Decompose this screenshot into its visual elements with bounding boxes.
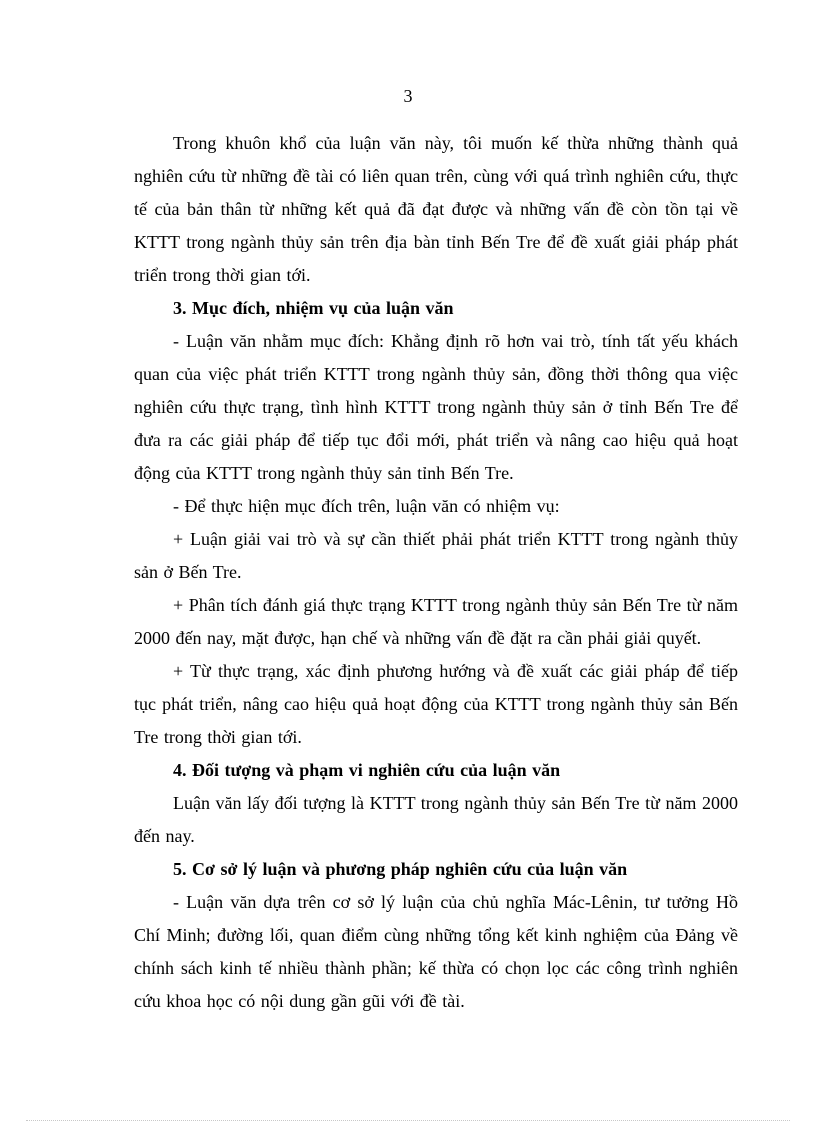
paragraph-theoretical-basis: - Luận văn dựa trên cơ sở lý luận của chủ nghĩa Mác-Lênin, tư tưởng Hồ Chí Minh; đường lối, quan điểm cùng những tổng kết kinh nghiệm của Đảng về chính sách kinh tế nhiều thành phần; kế thừa có chọn lọc các công trình nghiên cứu khoa học có nội dung gần gũi với đề tài.	[134, 892, 738, 1011]
paragraph-task-3: + Từ thực trạng, xác định phương hướng và đề xuất các giải pháp để tiếp tục phát triển, nâng cao hiệu quả hoạt động của KTTT trong ngành thủy sản Bến Tre trong thời gian tới.	[134, 661, 738, 747]
paragraph-intro-continuation: Trong khuôn khổ của luận văn này, tôi muốn kế thừa những thành quả nghiên cứu từ những đề tài có liên quan trên, cùng với quá trình nghiên cứu, thực tế của bản thân từ những kết quả đã đạt được và những vấn đề còn tồn tại về KTTT trong ngành thủy sản trên địa bàn tỉnh Bến Tre để đề xuất giải pháp phát triển trong thời gian tới.	[134, 133, 738, 285]
paragraph-task-1: + Luận giải vai trò và sự cần thiết phải phát triển KTTT trong ngành thủy sản ở Bến Tre.	[134, 529, 738, 582]
paragraph-object-scope: Luận văn lấy đối tượng là KTTT trong ngành thủy sản Bến Tre từ năm 2000 đến nay.	[134, 793, 738, 846]
section-heading-5: 5. Cơ sở lý luận và phương pháp nghiên cứu của luận văn	[173, 859, 628, 879]
page-number: 3	[403, 86, 413, 106]
document-body	[134, 127, 738, 1018]
paragraph-purpose: - Luận văn nhằm mục đích: Khẳng định rõ hơn vai trò, tính tất yếu khách quan của việc phát triển KTTT trong ngành thủy sản, đồng thời thông qua việc nghiên cứu thực trạng, tình hình KTTT trong ngành thủy sản ở tỉnh Bến Tre để đưa ra các giải pháp để tiếp tục đổi mới, phát triển và nâng cao hiệu quả hoạt động của KTTT trong ngành thủy sản tỉnh Bến Tre.	[134, 331, 738, 483]
section-heading-3: 3. Mục đích, nhiệm vụ của luận văn	[173, 298, 454, 318]
paragraph-tasks-intro: - Để thực hiện mục đích trên, luận văn có nhiệm vụ:	[173, 496, 560, 516]
page-bottom-divider	[26, 1120, 790, 1121]
paragraph-task-2: + Phân tích đánh giá thực trạng KTTT trong ngành thủy sản Bến Tre từ năm 2000 đến nay, mặt được, hạn chế và những vấn đề đặt ra cần phải giải quyết.	[134, 595, 738, 648]
section-heading-4: 4. Đối tượng và phạm vi nghiên cứu của luận văn	[173, 760, 561, 780]
